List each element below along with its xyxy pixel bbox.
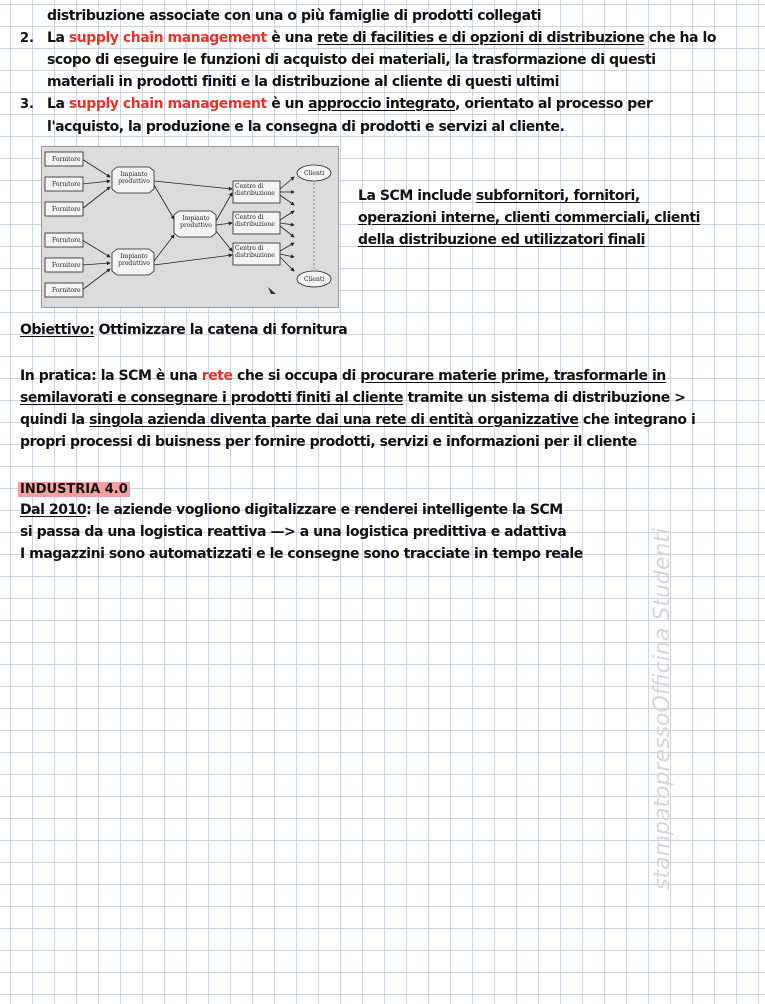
clients-bottom-label: Clienti [304, 276, 325, 283]
supplier-label-3: Fornitore [52, 206, 81, 213]
practice-line2-rest: tramite un sistema di distribuzione > [403, 390, 686, 406]
practice-line-2 [20, 389, 686, 407]
item-3-term: supply chain management [68, 96, 267, 112]
cursor-icon [268, 287, 276, 294]
watermark: stampatopressoOfficina Studenti [650, 527, 675, 890]
supply-chain-diagram-svg [42, 147, 338, 307]
clients-top-label: Clienti [304, 170, 325, 177]
item-2-line-1 [47, 29, 716, 47]
supplier-label-2: Fornitore [52, 181, 81, 188]
side-note-line-2: operazioni interne, clienti commerciali, clienti [358, 210, 701, 226]
supplier-label-6: Fornitore [52, 287, 81, 294]
item-2-line-3: materiali in prodotti finiti e la distribuzione al cliente di questi ultimi [47, 74, 559, 90]
industry-year: Dal 2010 [20, 502, 87, 518]
practice-line-1 [20, 367, 666, 385]
industry-line-3: I magazzini sono automatizzati e le consegne sono tracciate in tempo reale [20, 546, 583, 562]
practice-pre: In pratica: la SCM è una [20, 368, 202, 384]
plant-mid-label: Impianto produttivo [180, 215, 212, 229]
practice-line3-post: che integrano i [578, 412, 696, 428]
objective-text: Ottimizzare la catena di fornitura [94, 322, 348, 338]
item-2-post: che ha lo [644, 30, 716, 46]
practice-u2: semilavorati e consegnare i prodotti finiti al cliente [20, 390, 404, 406]
objective-line [20, 321, 347, 339]
item-2-line-2: scopo di eseguire le funzioni di acquisto dei materiali, la trasformazione di questi [47, 52, 656, 68]
item-2-underlined: rete di facilities e di opzioni di distribuzione [317, 30, 645, 46]
dc-label-2: Centro di distribuzione [235, 214, 275, 228]
objective-label: Obiettivo: [20, 322, 95, 338]
supplier-label-1: Fornitore [52, 156, 81, 163]
item-2-term: supply chain management [68, 30, 267, 46]
dc-label-1: Centro di distribuzione [235, 183, 275, 197]
item-3-post: , orientato al processo per [455, 96, 653, 112]
plant-bottom-label: Impianto produttivo [118, 253, 150, 267]
practice-mid: che si occupa di [232, 368, 361, 384]
supplier-label-5: Fornitore [52, 262, 81, 269]
side-note-line-1 [358, 187, 640, 205]
industry-heading [18, 480, 130, 499]
side-note-lead: La SCM include [358, 188, 476, 204]
item-3-pre: La [47, 96, 69, 112]
item-3-number: 3. [20, 97, 34, 112]
list-continuation: distribuzione associate con una o più famiglie di prodotti collegati [47, 8, 542, 24]
practice-term: rete [201, 368, 233, 384]
plant-top-label: Impianto produttivo [118, 171, 150, 185]
practice-u1: procurare materie prime, trasformarle in [360, 368, 666, 384]
item-2-number: 2. [20, 31, 34, 46]
practice-line3-pre: quindi la [20, 412, 90, 428]
item-2-pre: La [47, 30, 69, 46]
supply-chain-diagram [41, 146, 339, 308]
item-2-mid: è una [266, 30, 318, 46]
item-3-line-1 [47, 95, 652, 113]
dc-label-3: Centro di distribuzione [235, 245, 275, 259]
industry-line-1 [20, 501, 563, 519]
item-3-underlined: approccio integrato [308, 96, 456, 112]
practice-line-4: propri processi di buisness per fornire prodotti, servizi e informazioni per il cliente [20, 434, 637, 450]
industry-line1-rest: : le aziende vogliono digitalizzare e renderei intelligente la SCM [86, 502, 563, 518]
supplier-label-4: Fornitore [52, 237, 81, 244]
item-3-line-2: l'acquisto, la produzione e la consegna di prodotti e servizi al cliente. [47, 119, 565, 135]
practice-u3: singola azienda diventa parte dai una rete di entità organizzative [89, 412, 579, 428]
side-note-u1: subfornitori, fornitori, [475, 188, 640, 204]
industry-line-2: si passa da una logistica reattiva —> a una logistica predittiva e adattiva [20, 524, 567, 540]
item-3-mid: è un [266, 96, 309, 112]
side-note-line-3: della distribuzione ed utilizzatori finali [358, 232, 645, 248]
practice-line-3 [20, 411, 695, 429]
industry-badge: INDUSTRIA 4.0 [20, 482, 128, 497]
